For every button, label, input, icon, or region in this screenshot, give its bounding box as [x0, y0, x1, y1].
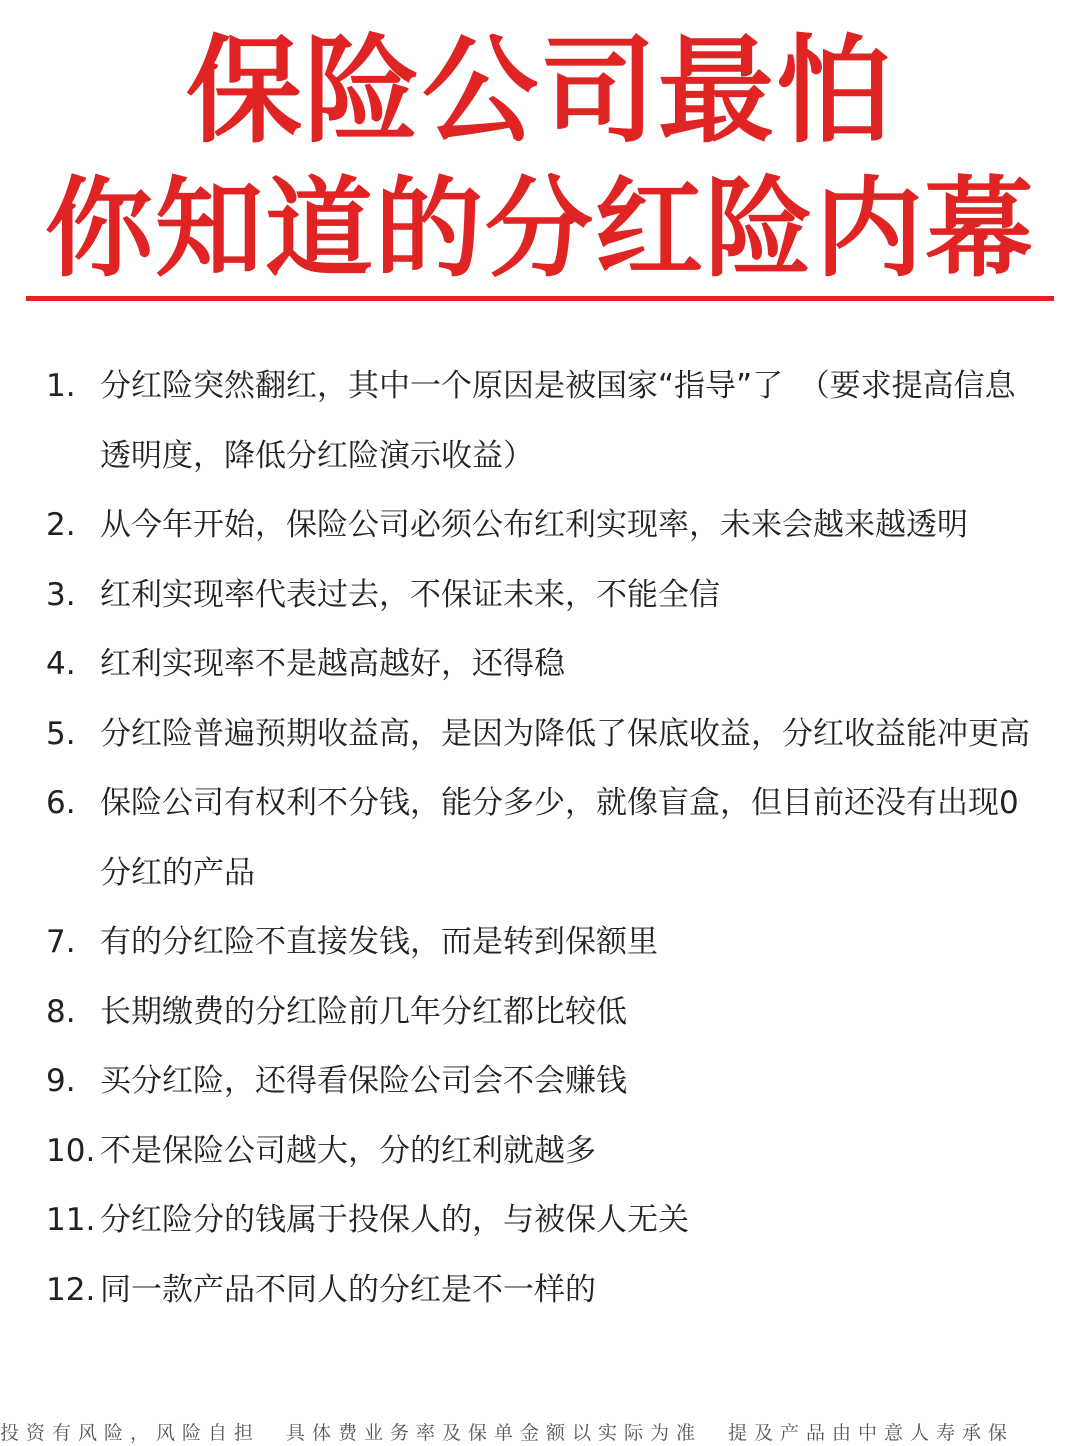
item-number: 3.	[46, 576, 76, 613]
tips-list	[46, 352, 1046, 1325]
item-text: 不是保险公司越大，分的红利就越多	[100, 1132, 596, 1169]
item-text: 保险公司有权利不分钱，能分多少，就像盲盒，但目前还没有出现0分红的产品	[100, 785, 1019, 891]
list-item	[46, 491, 1046, 561]
item-text: 红利实现率不是越高越好，还得稳	[100, 646, 565, 682]
list-item	[46, 630, 1046, 700]
item-text: 分红险普遍预期收益高，是因为降低了保底收益，分红收益能冲更高	[100, 715, 1030, 752]
item-text: 分红险突然翻红，其中一个原因是被国家“指导”了 （要求提高信息透明度，降低分红险演示收益）	[100, 368, 1016, 474]
item-text: 买分红险，还得看保险公司会不会赚钱	[100, 1063, 627, 1099]
title-line-2: 你知道的分红险内幕	[44, 167, 1035, 292]
list-item	[46, 1256, 1046, 1326]
item-text: 同一款产品不同人的分红是不一样的	[100, 1271, 596, 1308]
list-item	[46, 769, 1046, 908]
item-number: 5.	[46, 715, 76, 752]
item-number: 8.	[46, 993, 76, 1030]
item-text: 红利实现率代表过去，不保证未来，不能全信	[100, 576, 720, 613]
title-line-1: 保险公司最怕	[186, 24, 894, 159]
list-item	[46, 352, 1046, 491]
list-item	[46, 978, 1046, 1048]
item-number: 7.	[46, 924, 76, 960]
item-number: 4.	[46, 646, 76, 682]
list-item	[46, 1047, 1046, 1117]
list-item	[46, 908, 1046, 978]
item-number: 10.	[46, 1132, 96, 1169]
title-divider	[26, 296, 1054, 301]
list-item	[46, 1117, 1046, 1187]
item-text: 从今年开始，保险公司必须公布红利实现率，未来会越来越透明	[100, 507, 968, 543]
disclaimer-text: 投资有风险，风险自担 具体费业务率及保单金额以实际为准 提及产品由中意人寿承保	[0, 1422, 1015, 1444]
item-text: 分红险分的钱属于投保人的，与被保人无关	[100, 1202, 689, 1238]
item-number: 2.	[46, 507, 76, 543]
item-text: 长期缴费的分红险前几年分红都比较低	[100, 993, 627, 1030]
list-item	[46, 561, 1046, 631]
item-number: 12.	[46, 1271, 96, 1308]
item-number: 1.	[46, 368, 76, 404]
list-item	[46, 700, 1046, 770]
list-item	[46, 1186, 1046, 1256]
item-number: 6.	[46, 785, 76, 821]
item-text: 有的分红险不直接发钱，而是转到保额里	[100, 924, 658, 960]
item-number: 9.	[46, 1063, 76, 1099]
item-number: 11.	[46, 1202, 96, 1238]
